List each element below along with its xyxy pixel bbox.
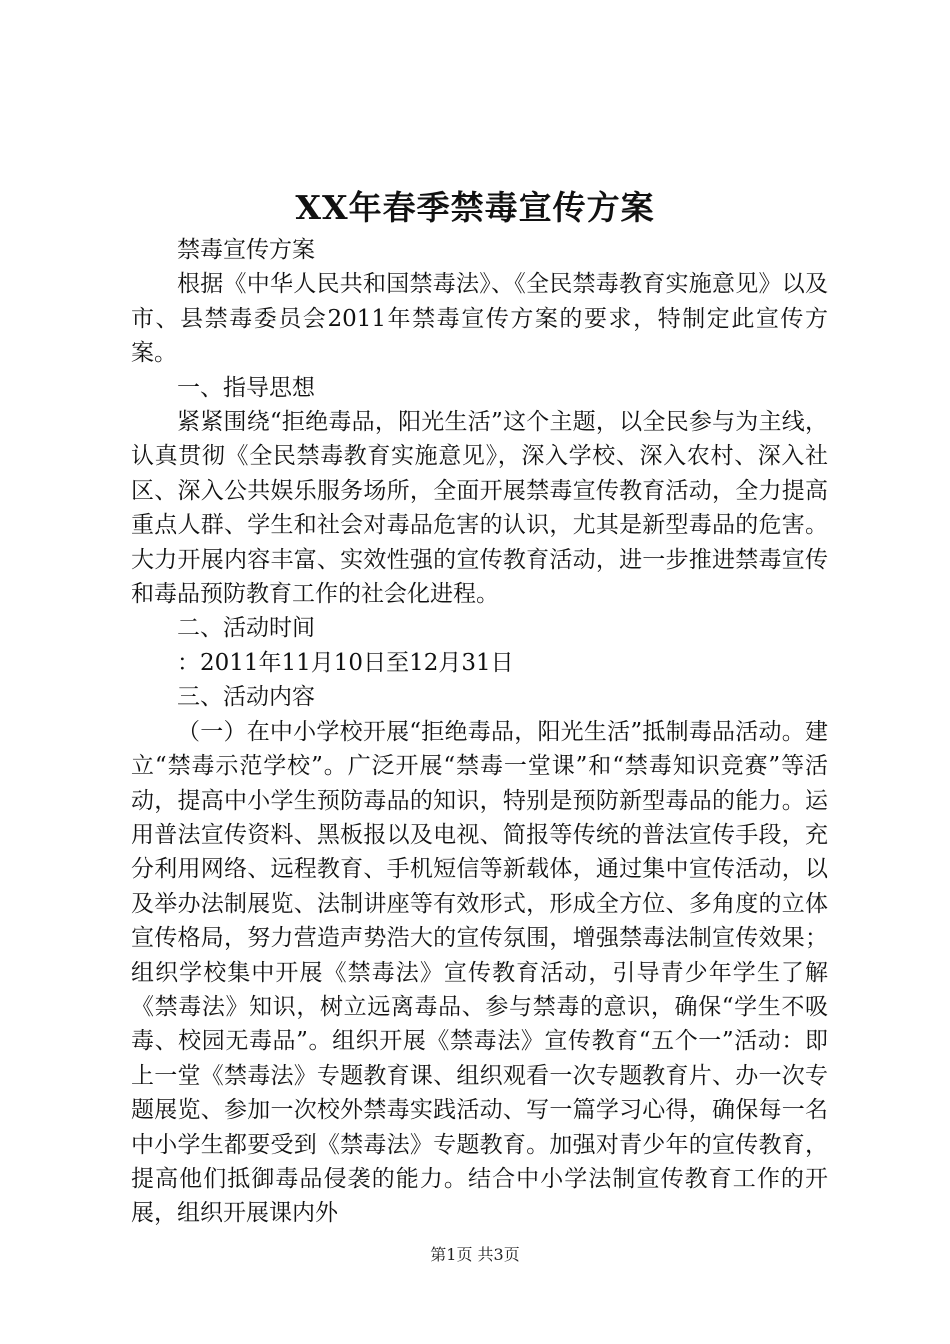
- section-heading-activity-time: 二、活动时间: [177, 615, 315, 642]
- section-heading-guiding-thought: 一、指导思想: [177, 374, 315, 401]
- paragraph-activity-time: ：2011年11月10日至12月31日: [177, 649, 514, 676]
- paragraph-guiding-thought: 紧紧围绕“拒绝毒品，阳光生活”这个主题，以全民参与为主线，认真贯彻《全民禁毒教育实施意见》，深入学校、深入农村、深入社区、深入公共娱乐服务场所，全面开展禁毒宣传教育活动，全力提高重点人群、学生和社会对毒品危害的认识，尤其是新型毒品的危害。大力开展内容丰富、实效性强的宣传教育活动，进一步推进禁毒宣传和毒品预防教育工作的社会化进程。: [131, 409, 828, 608]
- paragraph-subtitle: 禁毒宣传方案: [177, 237, 315, 263]
- paragraph-activity-content-1: （一）在中小学校开展“拒绝毒品，阳光生活”抵制毒品活动。建立“禁毒示范学校”。广泛开展“禁毒一堂课”和“禁毒知识竞赛”等活动，提高中小学生预防毒品的知识，特别是预防新型毒品的能力。运用普法宣传资料、黑板报以及电视、简报等传统的普法宣传手段，充分利用网络、远程教育、手机短信等新载体，通过集中宣传活动，以及举办法制展览、法制讲座等有效形式，形成全方位、多角度的立体宣传格局，努力营造声势浩大的宣传氛围，增强禁毒法制宣传效果；组织学校集中开展《禁毒法》宣传教育活动，引导青少年学生了解《禁毒法》知识，树立远离毒品、参与禁毒的意识，确保“学生不吸毒、校园无毒品”。组织开展《禁毒法》宣传教育“五个一”活动：即上一堂《禁毒法》专题教育课、组织观看一次专题教育片、办一次专题展览、参加一次校外禁毒实践活动、写一篇学习心得，确保每一名中小学生都要受到《禁毒法》专题教育。加强对青少年的宣传教育，提高他们抵御毒品侵袭的能力。结合中小学法制宣传教育工作的开展，组织开展课内外: [131, 718, 828, 1227]
- document-body: [131, 233, 828, 1231]
- paragraph-intro: 根据《中华人民共和国禁毒法》、《全民禁毒教育实施意见》以及市、县禁毒委员会2011年禁毒宣传方案的要求，特制定此宣传方案。: [131, 271, 828, 367]
- page-footer: 第1页 共3页: [430, 1245, 520, 1264]
- document-title: XX年春季禁毒宣传方案: [295, 188, 655, 227]
- section-heading-activity-content: 三、活动内容: [177, 684, 315, 711]
